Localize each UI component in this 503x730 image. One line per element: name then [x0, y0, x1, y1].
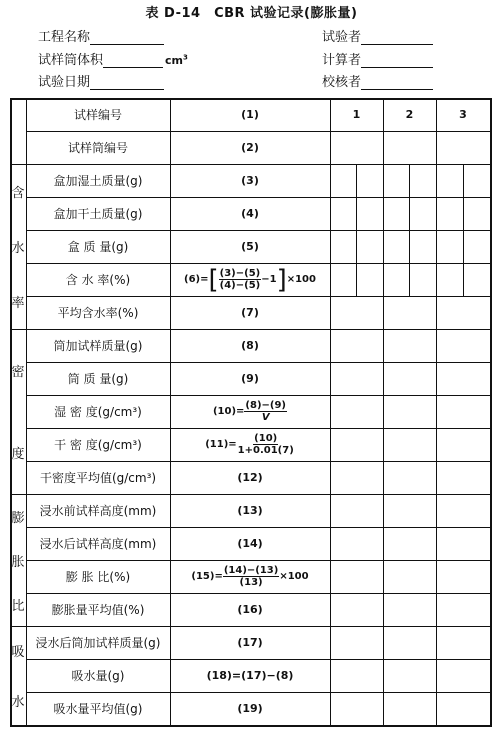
project-name-label: 工程名称 — [38, 30, 91, 45]
value-divider — [383, 692, 384, 725]
row-label: 吸水量(g) — [71, 669, 125, 683]
value-subdivider — [463, 230, 464, 263]
project-name-blank — [90, 30, 164, 45]
value-subdivider — [436, 164, 437, 197]
row-code: (3) — [241, 174, 259, 187]
row-code: (19) — [237, 702, 263, 715]
value-divider — [436, 527, 437, 560]
table-border-bottom — [10, 725, 490, 727]
value-divider — [436, 329, 437, 362]
row-label: 湿 密 度(g/cm³) — [54, 405, 142, 419]
value-divider — [383, 659, 384, 692]
group-label-swell: 膨 胀 比 — [11, 510, 25, 614]
row-label: 平均含水率(%) — [57, 306, 139, 320]
value-subdivider — [436, 263, 437, 296]
value-divider — [383, 593, 384, 626]
value-subdivider — [463, 164, 464, 197]
value-divider — [383, 461, 384, 494]
value-subdivider — [409, 197, 410, 230]
row-label: 试样筒编号 — [67, 141, 128, 155]
group-label-absorb: 吸 水 — [11, 645, 25, 710]
value-subdivider — [383, 230, 384, 263]
value-divider — [383, 527, 384, 560]
value-divider — [436, 626, 437, 659]
row-label: 盒加干土质量(g) — [53, 207, 143, 221]
test-date-label: 试验日期 — [38, 75, 91, 90]
test-date-blank — [90, 75, 164, 90]
row-code: (17) — [237, 636, 263, 649]
row-label: 干密度平均值(g/cm³) — [39, 471, 157, 485]
value-divider — [383, 362, 384, 395]
value-divider — [436, 428, 437, 461]
row-code: (7) — [241, 306, 259, 319]
value-subdivider — [383, 164, 384, 197]
row-label: 盒加湿土质量(g) — [53, 174, 143, 188]
value-divider — [383, 494, 384, 527]
value-subdivider — [356, 164, 357, 197]
value-subdivider — [409, 164, 410, 197]
tester-label: 试验者 — [322, 30, 362, 45]
column-header-3: 3 — [459, 108, 467, 121]
value-divider — [436, 692, 437, 725]
row-label: 浸水前试样高度(mm) — [39, 504, 157, 518]
value-divider — [383, 626, 384, 659]
row-label: 膨胀量平均值(%) — [51, 603, 145, 617]
row-code: (16) — [237, 603, 263, 616]
row-code: (2) — [241, 141, 259, 154]
cylinder-volume-label: 试样筒体积 — [38, 53, 104, 68]
formula-moisture: (6)= [ $\frac{(3)-(5)}{(4)-(5)}$ −1 ] ×100 — [184, 264, 316, 295]
formula-swell-ratio: (15)= $\frac{(14)-(13)}{(13)}$ ×100 — [191, 565, 309, 588]
value-subdivider — [436, 197, 437, 230]
row-label: 含 水 率(%) — [65, 273, 131, 287]
tester-blank — [361, 30, 433, 45]
table-border-right — [490, 98, 492, 727]
checker-label: 校核者 — [322, 75, 362, 90]
row-code: (9) — [241, 372, 259, 385]
value-divider — [436, 560, 437, 593]
value-divider — [383, 296, 384, 329]
value-divider — [436, 131, 437, 164]
row-code: (8) — [241, 339, 259, 352]
row-label: 盒 质 量(g) — [67, 240, 129, 254]
row-label: 膨 胀 比(%) — [65, 570, 131, 584]
value-divider — [383, 131, 384, 164]
formula-dry-density: (11)= $\frac{(10)}{1+0.01(7)}$ — [205, 433, 294, 456]
row-label: 浸水后筒加试样质量(g) — [35, 636, 161, 650]
value-divider — [436, 395, 437, 428]
value-subdivider — [356, 197, 357, 230]
value-divider — [436, 593, 437, 626]
calculator-field — [322, 49, 433, 68]
row-label: 筒 质 量(g) — [67, 372, 129, 386]
group-label-moisture: 含 水 率 — [11, 186, 25, 311]
value-divider — [436, 362, 437, 395]
row-label: 筒加试样质量(g) — [53, 339, 143, 353]
calculator-blank — [361, 53, 433, 68]
value-divider — [436, 461, 437, 494]
cylinder-volume-field — [38, 49, 188, 68]
value-subdivider — [383, 197, 384, 230]
value-divider — [436, 494, 437, 527]
value-divider — [436, 659, 437, 692]
checker-field — [322, 71, 433, 90]
value-subdivider — [356, 230, 357, 263]
row-code: (4) — [241, 207, 259, 220]
volume-unit: $cm^3$ — [165, 53, 188, 67]
row-code: (14) — [237, 537, 263, 550]
value-divider — [383, 428, 384, 461]
row-label: 浸水后试样高度(mm) — [39, 537, 157, 551]
value-divider — [383, 329, 384, 362]
column-header-2: 2 — [405, 108, 414, 121]
value-subdivider — [409, 230, 410, 263]
value-divider — [383, 395, 384, 428]
row-code: (12) — [237, 471, 263, 484]
row-label: 试样编号 — [73, 108, 122, 122]
value-subdivider — [409, 263, 410, 296]
row-label: 干 密 度(g/cm³) — [54, 438, 142, 452]
project-name-field — [38, 26, 164, 45]
row-code: (1) — [241, 108, 259, 121]
row-code: (18)=(17)−(8) — [206, 669, 294, 682]
cylinder-volume-blank — [103, 53, 163, 68]
row-code: (13) — [237, 504, 263, 517]
group-label-density: 密 度 — [11, 364, 25, 463]
checker-blank — [361, 75, 433, 90]
column-header-1: 1 — [352, 108, 361, 121]
formula-wet-density: (10)= $\frac{(8)-(9)}{V}$ — [212, 400, 286, 423]
row-label: 吸水量平均值(g) — [53, 702, 143, 716]
document-title: 表 D-14 CBR 试验记录(膨胀量) — [145, 6, 358, 21]
value-subdivider — [436, 230, 437, 263]
value-divider — [383, 560, 384, 593]
value-subdivider — [463, 263, 464, 296]
tester-field — [322, 26, 433, 45]
value-subdivider — [356, 263, 357, 296]
code-column-divider — [330, 98, 331, 725]
test-date-field — [38, 71, 164, 90]
value-subdivider — [383, 263, 384, 296]
value-subdivider — [463, 197, 464, 230]
row-code: (5) — [241, 240, 259, 253]
value-divider — [436, 296, 437, 329]
calculator-label: 计算者 — [322, 53, 362, 68]
